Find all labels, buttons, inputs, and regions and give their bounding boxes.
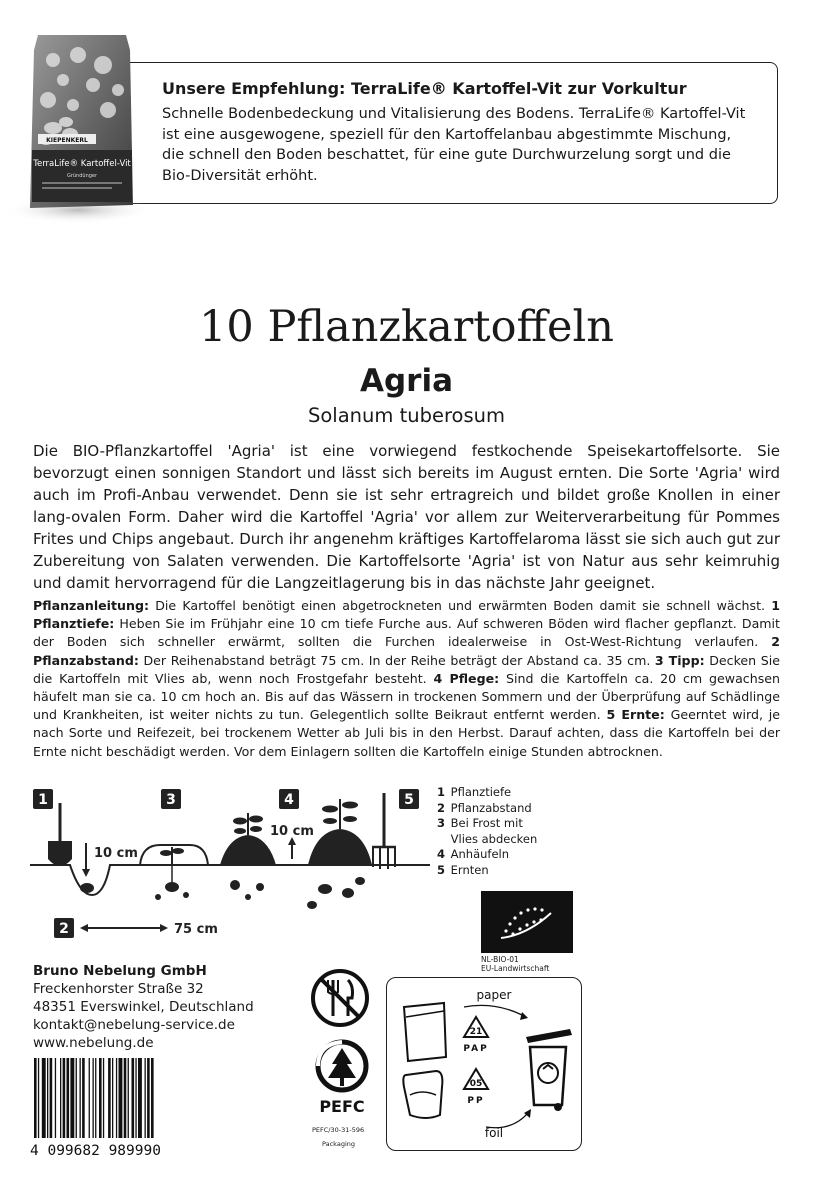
barcode-bar bbox=[67, 1058, 70, 1138]
digging-fork-icon bbox=[372, 793, 396, 869]
barcode-bar bbox=[70, 1058, 74, 1138]
company-email[interactable]: kontakt@nebelung-service.de bbox=[33, 1017, 235, 1033]
step-badge-4 bbox=[279, 789, 299, 809]
legend-item: Vlies abdecken bbox=[450, 831, 538, 846]
pp-recycling-code-icon bbox=[464, 1069, 488, 1106]
instruction-text: Die Kartoffel benötigt einen abgetrockneten und erwärmten Boden damit sie schnell wächst. bbox=[149, 598, 772, 613]
instruction-label: 4 Pflege: bbox=[433, 670, 500, 686]
barcode-bar bbox=[47, 1058, 48, 1138]
barcode-bar bbox=[50, 1058, 53, 1138]
organic-control-code: NL-BIO-01 bbox=[481, 955, 519, 964]
latin-name: Solanum tuberosum bbox=[308, 404, 505, 427]
planting-instructions bbox=[33, 597, 780, 761]
svg-text:05: 05 bbox=[469, 1079, 483, 1089]
barcode-bar bbox=[132, 1058, 135, 1138]
instruction-label: 2 Pflanzabstand: bbox=[33, 634, 780, 668]
barcode-bar bbox=[138, 1058, 142, 1138]
recommendation-line: Schnelle Bodenbedeckung und Vitalisierung des Bodens. TerraLife® Kartoffel-Vit bbox=[162, 106, 746, 122]
step-badge-5 bbox=[399, 789, 419, 809]
recommendation-line: ist eine ausgewogene, speziell für den Kartoffelanbau abgestimmte Mischung, bbox=[162, 126, 732, 143]
svg-text:1: 1 bbox=[38, 792, 48, 808]
instruction-label: Pflanzanleitung: bbox=[33, 598, 150, 613]
packaging-label: Packaging bbox=[322, 1140, 355, 1148]
product-title: 10 Pflanzkartoffeln bbox=[199, 302, 614, 352]
spade-icon bbox=[48, 803, 72, 866]
barcode bbox=[30, 1058, 198, 1158]
instruction-label: 3 Tipp: bbox=[654, 652, 705, 668]
product-bag-image bbox=[8, 30, 150, 225]
earthed-plant-icon bbox=[220, 813, 276, 900]
barcode-bar bbox=[116, 1058, 117, 1138]
barcode-bar bbox=[151, 1058, 154, 1138]
illustration-legend bbox=[437, 785, 537, 878]
paper-sleeve-icon bbox=[404, 1003, 446, 1061]
legend-item: 2 Pflanzabstand bbox=[437, 800, 532, 815]
variety-name: Agria bbox=[359, 363, 453, 399]
legend-item: 1 Pflanztiefe bbox=[437, 785, 512, 799]
svg-text:21: 21 bbox=[469, 1027, 483, 1037]
company-website[interactable]: www.nebelung.de bbox=[33, 1035, 154, 1051]
instruction-label: 5 Ernte: bbox=[606, 707, 665, 723]
organic-certification bbox=[481, 955, 549, 973]
svg-text:4: 4 bbox=[284, 792, 294, 808]
depth-label: 10 cm bbox=[94, 846, 138, 861]
barcode-bar bbox=[145, 1058, 146, 1138]
svg-text:3: 3 bbox=[166, 792, 176, 808]
barcode-bar bbox=[147, 1058, 150, 1138]
barcode-bar bbox=[42, 1058, 46, 1138]
barcode-bar bbox=[128, 1058, 129, 1138]
instruction-text: Decken Sie die Kartoffeln mit Vlies ab, wenn noch Frostgefahr besteht. bbox=[33, 652, 780, 686]
organic-origin: EU-Landwirtschaft bbox=[481, 964, 550, 973]
potato-icon bbox=[80, 883, 94, 893]
planting-illustration bbox=[30, 785, 430, 945]
barcode-bar bbox=[76, 1058, 77, 1138]
company-street: Freckenhorster Straße 32 bbox=[33, 981, 204, 997]
instruction-text: Heben Sie im Frühjahr eine 10 cm tiefe Furche aus. Auf schweren Böden wird flacher gepflanzt. Damit der Boden sich schneller erwärmt, sollten die Furchen idealerweise in Ost-West-Richtung verlaufen. bbox=[33, 616, 780, 650]
step-badge-1 bbox=[33, 789, 53, 809]
recycling-bin-icon bbox=[526, 1029, 572, 1111]
barcode-bar bbox=[108, 1058, 111, 1138]
row-spacing-label: 75 cm bbox=[174, 922, 218, 937]
recommendation-line: Bio-Diversität erhöht. bbox=[162, 167, 318, 184]
pefc-name: PEFC bbox=[319, 1097, 365, 1116]
bag-brand: KIEPENKERL bbox=[46, 137, 88, 144]
bag-product-name: TerraLife® Kartoffel-Vit bbox=[33, 159, 131, 169]
hill-height-label: 10 cm bbox=[270, 824, 314, 839]
barcode-bar bbox=[38, 1058, 39, 1138]
barcode-bar bbox=[135, 1058, 136, 1138]
recycling-diagram bbox=[386, 977, 580, 1149]
instruction-text: Geerntet wird, je nach Sorte und Reifezeit, bei trockenem Wetter ab Juli bis in den Herbst. Darauf achten, dass die Kartoffeln bei der Ernte nicht beschädigt werden. Vor dem Einlagern sollten die Kartoffeln einige Stunden abtrocknen. bbox=[33, 707, 780, 759]
earthed-plant-large-icon bbox=[307, 799, 372, 909]
svg-text:PP: PP bbox=[467, 1096, 485, 1106]
barcode-bar bbox=[103, 1058, 104, 1138]
recommendation-line: die schnell den Boden beschattet, für eine gute Durchwurzelung sorgt und die bbox=[162, 147, 731, 163]
barcode-number: 4 099682 989990 bbox=[30, 1143, 161, 1158]
barcode-bar bbox=[95, 1058, 96, 1138]
variety-description: Die BIO-Pflanzkartoffel 'Agria' ist eine vorwiegend festkochende Speisekartoffelsorte. Sie bevorzugt einen sonnigen Standort und lässt sich bereits im August ernten. Die Sorte 'Agria' wird auch im Profi-Anbau verwendet. Denn sie ist sehr ertragreich und bildet große Knollen in einer lang-ovalen Form. Daher wird die Kartoffel 'Agria' vor allem zur Weiterverarbeitung für Pommes Frites und Chips angebaut. Durch ihr angenehm kräftiges Kartoffelaroma lässt sie sich auch gut zur Zubereitung von Salaten verwenden. Die Kartoffelsorte 'Agria' ist von Natur aus sehr keimruhig und damit hervorragend für die Langzeitlagerung bis in das nächste Jahr geeignet. bbox=[33, 442, 780, 592]
barcode-bar bbox=[89, 1058, 90, 1138]
barcode-bar bbox=[99, 1058, 102, 1138]
legend-item: 3 Bei Frost mit bbox=[437, 816, 523, 830]
svg-text:2: 2 bbox=[59, 921, 69, 937]
not-for-consumption-icon bbox=[308, 966, 372, 1030]
barcode-bar bbox=[34, 1058, 37, 1138]
recommendation-text bbox=[162, 104, 767, 186]
step-badge-2 bbox=[54, 918, 74, 938]
company-address bbox=[33, 962, 254, 1052]
legend-item: 5 Ernten bbox=[437, 862, 489, 877]
barcode-bar bbox=[119, 1058, 123, 1138]
fleece-covered-plant-icon bbox=[140, 845, 208, 900]
legend-item: 4 Anhäufeln bbox=[437, 847, 510, 861]
barcode-bar bbox=[60, 1058, 61, 1138]
barcode-bar bbox=[55, 1058, 56, 1138]
instruction-text: Der Reihenabstand beträgt 75 cm. In der Reihe beträgt der Abstand ca. 35 cm. bbox=[138, 652, 655, 668]
barcode-bar bbox=[80, 1058, 81, 1138]
company-city: 48351 Everswinkel, Deutschland bbox=[33, 999, 254, 1015]
recommendation-title: Unsere Empfehlung: TerraLife® Kartoffel-Vit zur Vorkultur bbox=[162, 79, 687, 98]
barcode-bar bbox=[63, 1058, 66, 1138]
pap-recycling-code-icon bbox=[463, 1017, 488, 1054]
step-badge-3 bbox=[161, 789, 181, 809]
instruction-label: 1 Pflanztiefe: bbox=[33, 598, 780, 632]
instruction-text: Sind die Kartoffeln ca. 20 cm gewachsen häufelt man sie ca. 10 cm hoch an. Bis auf das Wässern in trockenen Sommern und der Überprüfung auf Schädlinge und Krankheiten, ist weiter nichts zu tun. Gelegentlich sollte Beikraut entfernt werden. bbox=[33, 670, 780, 723]
bag-subtitle: Gründünger bbox=[66, 173, 98, 179]
pefc-logo-icon bbox=[308, 1036, 376, 1126]
foil-bag-icon bbox=[403, 1071, 442, 1118]
paper-label: paper bbox=[476, 988, 512, 1002]
barcode-bar bbox=[112, 1058, 113, 1138]
foil-label: foil bbox=[484, 1126, 504, 1140]
svg-text:PAP: PAP bbox=[463, 1044, 489, 1054]
barcode-bar bbox=[82, 1058, 85, 1138]
svg-text:5: 5 bbox=[404, 792, 414, 808]
barcode-bar bbox=[124, 1058, 127, 1138]
pefc-code: PEFC/30-31-596 bbox=[312, 1126, 365, 1134]
company-name: Bruno Nebelung GmbH bbox=[33, 963, 207, 979]
eu-organic-logo-icon bbox=[481, 891, 573, 953]
barcode-bar bbox=[93, 1058, 94, 1138]
